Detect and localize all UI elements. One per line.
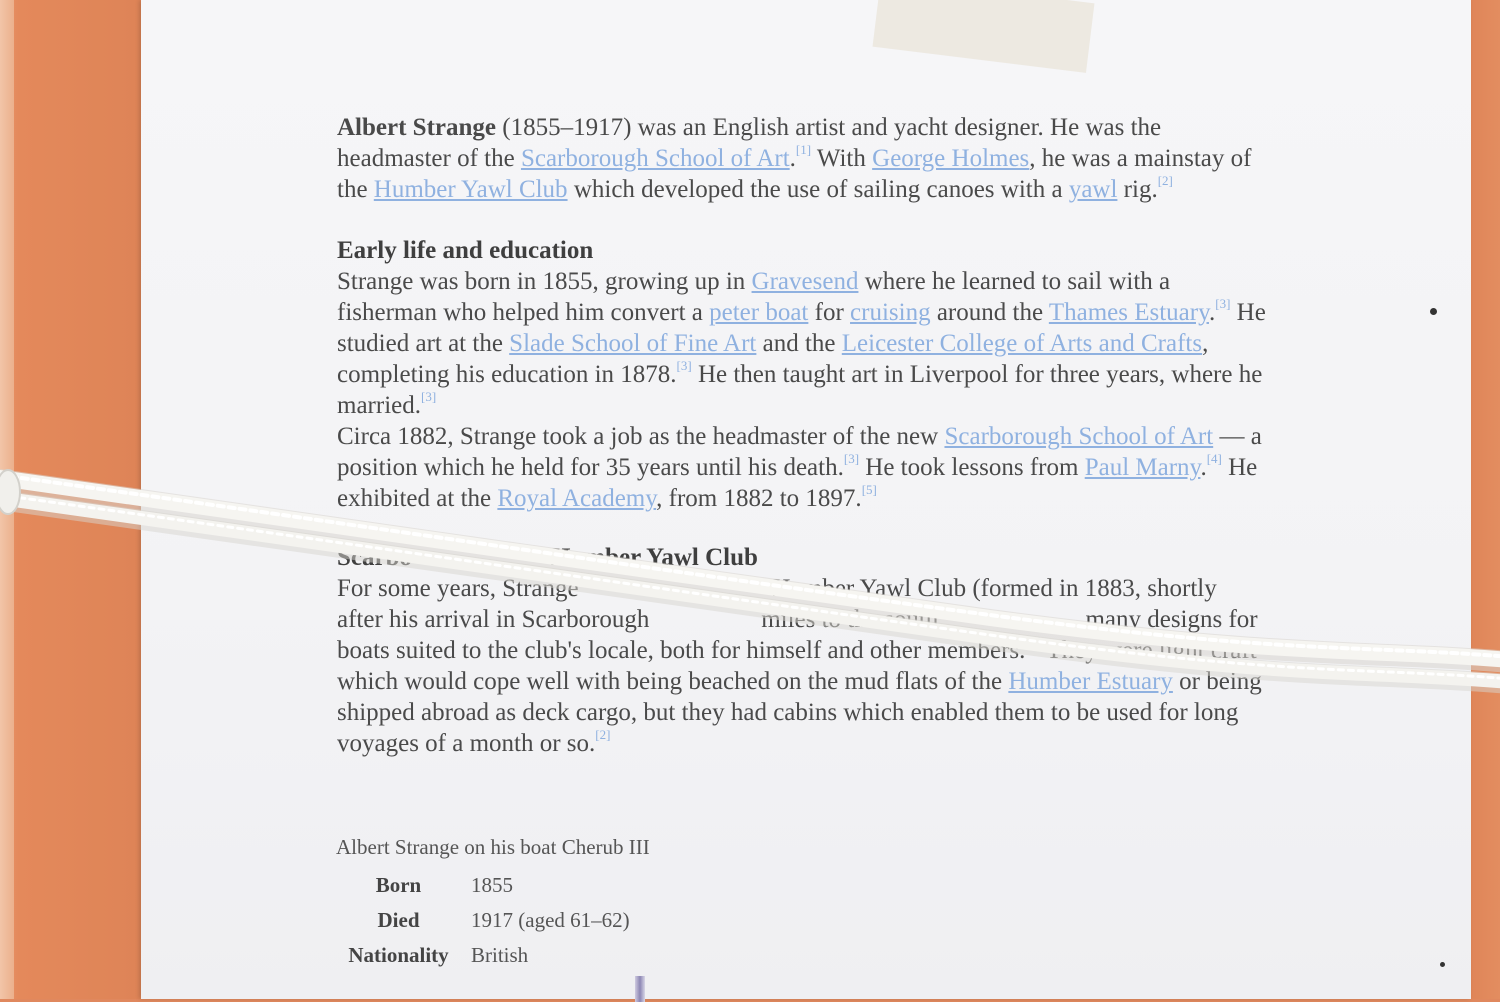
citation-ref[interactable]: [4] <box>1206 451 1222 466</box>
infobox-label: Born <box>375 873 422 897</box>
citation-ref[interactable]: [2] <box>595 727 611 742</box>
link-george-holmes[interactable]: George Holmes <box>872 145 1030 172</box>
tape-strip <box>873 0 1095 73</box>
infobox-value: 1917 (aged 61–62) <box>471 908 630 932</box>
link-cruising[interactable]: cruising <box>850 299 931 326</box>
citation-ref[interactable]: [2] <box>1025 634 1041 649</box>
frame-left-edge <box>0 0 14 999</box>
infobox-row-born <box>336 868 630 903</box>
infobox-row-nationality <box>336 938 630 973</box>
link-scarborough-school[interactable]: Scarborough School of Art <box>520 145 790 172</box>
link-humber-estuary[interactable]: Humber Estuary <box>1008 668 1173 695</box>
link-yawl[interactable]: yawl <box>1068 176 1118 203</box>
citation-ref[interactable]: [3] <box>420 389 437 404</box>
link-royal-academy[interactable]: Royal Academy <box>497 485 657 512</box>
citation-ref[interactable]: [3] <box>843 451 860 466</box>
early-life-paragraph: Strange was born in 1855, growing up in Gravesend where he learned to sail with a fisherman who helped him convert a peter boat for cruising around the Thames Estuary.[3] He studied art at the Slade School of Fine Art and the Leicester College of Arts and Crafts, completing his education in 1878.[3] He then taught art in Liverpool for three years, where he married.[3] <box>337 268 1266 419</box>
heading-scarborough-humber: Scarbo Humber Yawl Club <box>337 544 758 571</box>
humber-club-paragraph: For some years, Strange Humber Yawl Club (formed in 1883, shortly after his arrival in Scarborough miles to the south. many designs for boats suited to the club's locale, both for himself and other members.[2] They were light craft which would cope well with being beached on the mud flats of the Humber Estuary or being shipped abroad as deck cargo, but they had cabins which enabled them to be used for long voyages of a month or so.[2] <box>337 575 1262 757</box>
infobox-caption: Albert Strange on his boat Cherub III <box>336 835 650 859</box>
pen-mark <box>635 976 645 1002</box>
heading-early-life: Early life and education <box>337 237 594 264</box>
article-body <box>337 112 1267 759</box>
infobox-label: Nationality <box>348 943 449 967</box>
citation-ref[interactable]: [3] <box>1215 296 1231 311</box>
link-scarborough-school-2[interactable]: Scarborough School of Art <box>944 423 1214 450</box>
link-leicester-college[interactable]: Leicester College of Arts and Crafts <box>841 330 1203 357</box>
spacer <box>337 514 1267 542</box>
infobox-row-died <box>336 903 630 938</box>
citation-ref[interactable]: [1] <box>795 142 812 157</box>
citation-ref[interactable]: [2] <box>1157 173 1173 188</box>
citation-ref[interactable]: [3] <box>676 358 692 373</box>
link-thames-estuary[interactable]: Thames Estuary <box>1048 299 1209 326</box>
spacer <box>337 205 1267 235</box>
infobox-label: Died <box>377 908 420 932</box>
paper-speck <box>1430 308 1437 315</box>
link-paul-marny[interactable]: Paul Marny <box>1084 454 1201 481</box>
infobox-value: 1855 <box>471 873 513 897</box>
citation-ref[interactable]: [5] <box>861 482 877 497</box>
paper-speck <box>1440 962 1445 967</box>
link-peter-boat[interactable]: peter boat <box>709 299 809 326</box>
link-gravesend[interactable]: Gravesend <box>751 268 859 295</box>
subject-name: Albert Strange <box>337 114 496 141</box>
link-slade-school[interactable]: Slade School of Fine Art <box>509 330 757 357</box>
infobox <box>336 868 630 973</box>
headmaster-paragraph: Circa 1882, Strange took a job as the headmaster of the new Scarborough School of Art — a position which he held for 35 years until his death.[3] He took lessons from Paul Marny.[4] He exhibited at the Royal Academy, from 1882 to 1897.[5] <box>337 423 1262 512</box>
intro-paragraph: Albert Strange (1855–1917) was an English artist and yacht designer. He was the headmaster of the Scarborough School of Art.[1] With George Holmes, he was a mainstay of the Humber Yawl Club which developed the use of sailing canoes with a yawl rig.[2] <box>337 114 1252 203</box>
infobox-value: British <box>471 943 529 967</box>
link-humber-yawl-club[interactable]: Humber Yawl Club <box>373 176 568 203</box>
